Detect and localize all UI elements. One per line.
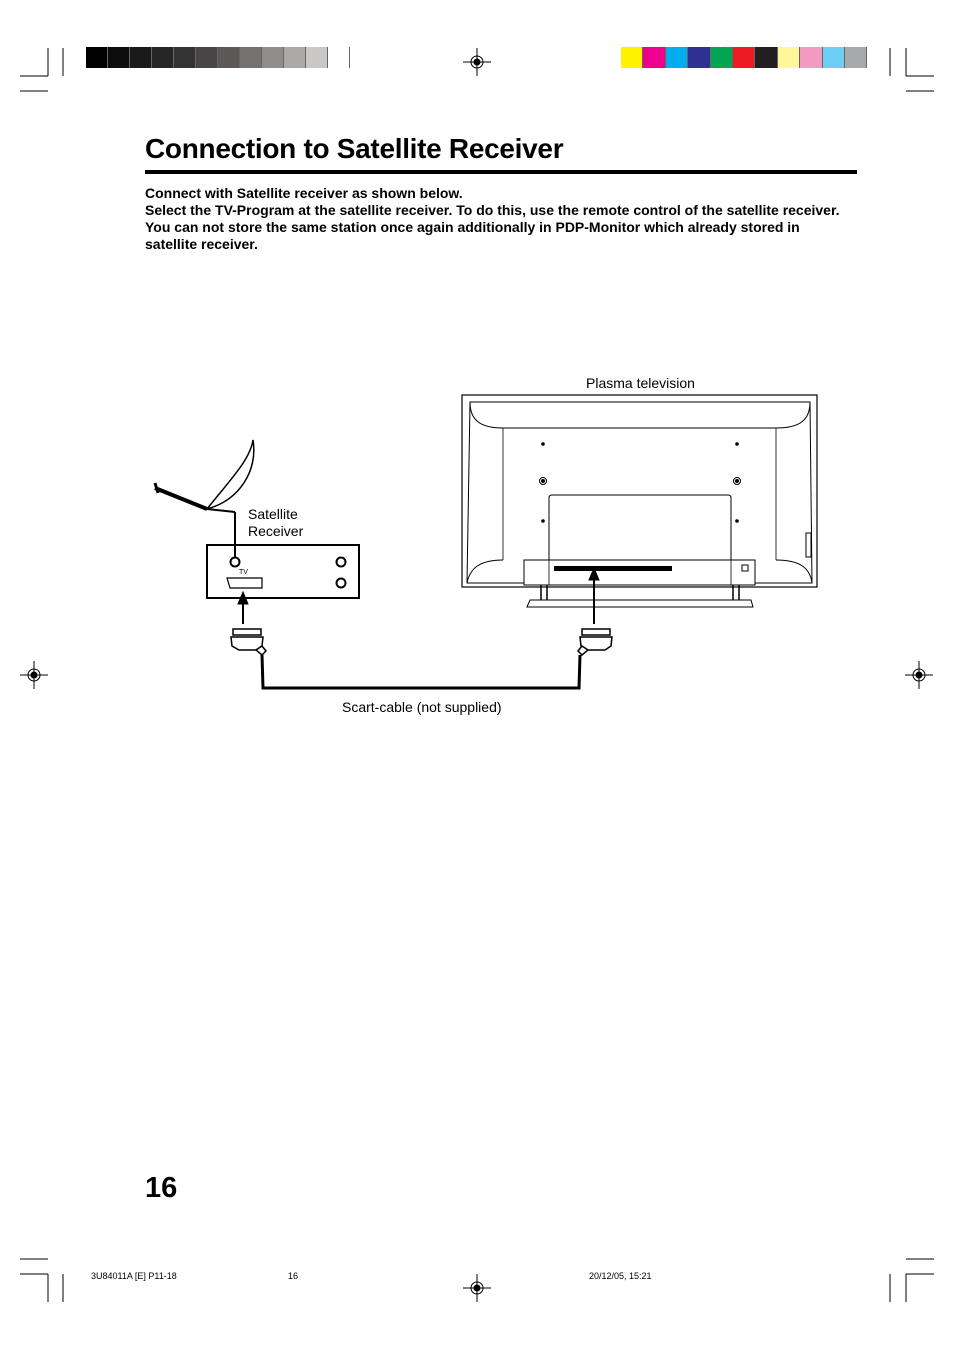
registration-mark-bottom	[463, 1274, 491, 1302]
footer-timestamp: 20/12/05, 15:21	[589, 1271, 652, 1281]
satellite-receiver	[207, 545, 359, 598]
receiver-label-line-2: Receiver	[248, 523, 304, 539]
crop-marks	[20, 48, 934, 1302]
cable-label: Scart-cable (not supplied)	[342, 699, 502, 715]
receiver-label-line-1: Satellite	[248, 506, 298, 522]
scart-cable	[262, 655, 580, 688]
registration-mark-top	[463, 48, 491, 76]
arrow-up-icon	[238, 592, 248, 624]
intro-line-1: Connect with Satellite receiver as shown below.	[145, 185, 463, 201]
plasma-television	[462, 395, 817, 607]
satellite-dish-icon	[155, 440, 254, 558]
registration-mark-left	[20, 661, 48, 689]
page-number: 16	[145, 1172, 178, 1204]
arrow-up-icon	[589, 568, 599, 624]
scart-plug-left	[231, 629, 266, 655]
registration-mark-right	[905, 661, 933, 689]
receiver-port-label: TV	[239, 569, 248, 576]
intro-line-2: Select the TV-Program at the satellite receiver. To do this, use the remote control of the satellite receiver. You can not store the same station once again additionally in PDP-Monitor which already stored in satellite receiver.	[145, 202, 840, 252]
page-title: Connection to Satellite Receiver	[145, 133, 564, 164]
footer-page: 16	[288, 1271, 299, 1281]
plasma-television-label: Plasma television	[586, 375, 695, 391]
footer-doc-code: 3U84011A [E] P11-18	[91, 1271, 177, 1281]
scart-plug-right	[578, 629, 612, 655]
